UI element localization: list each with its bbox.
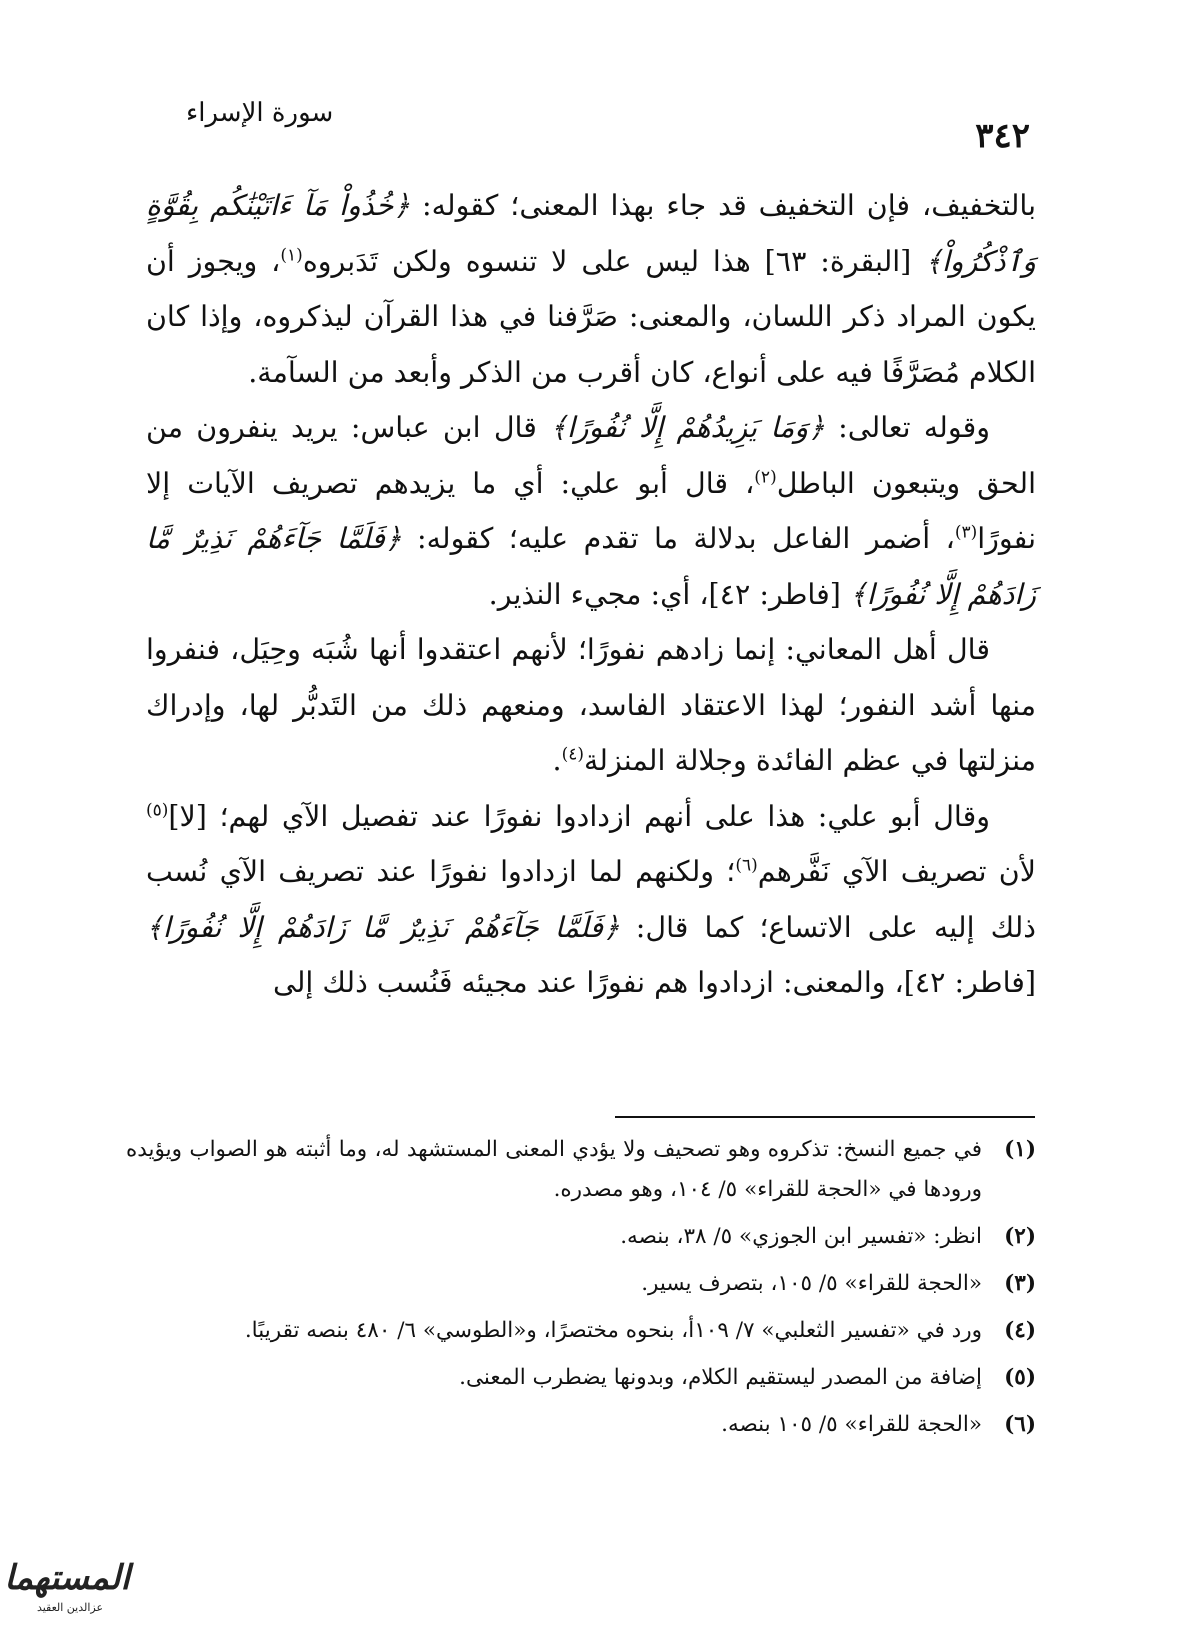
main-text [146,178,1036,1011]
footnote-reference: (٥) [146,800,169,820]
paragraph-text: [فاطر: ٤٢]، والمعنى: ازدادوا هم نفورًا عند مجيئه فَنُسب ذلك إلى [272,966,1036,999]
paragraph [146,178,1036,400]
page-number: ٣٤٢ [975,116,1030,156]
footnote-reference: (٣) [954,522,978,543]
footnote-text: انظر: «تفسير ابن الجوزي» ٥/ ٣٨، بنصه. [620,1224,982,1249]
footnote-number: (٣) [1004,1271,1036,1296]
footnote [126,1405,1036,1445]
quran-verse: ﴿فَلَمَّا جَآءَهُمْ نَذِيرٌ مَّا زَادَهُمْ إِلَّا نُفُورًا﴾ [146,522,1036,611]
footnote-number: (٢) [1004,1224,1036,1249]
quran-verse: ﴿خُذُواْ مَآ ءَاتَيْنَٰكُم بِقُوَّةٍ وَٱذْكُرُواْ﴾ [146,189,1037,278]
quran-verse: ﴿وَمَا يَزِيدُهُمْ إِلَّا نُفُورًا﴾ [550,411,825,444]
footnote-text: ورد في «تفسير الثعلبي» ٧/ ١٠٩أ، بنحوه مختصرًا، و«الطوسي» ٦/ ٤٨٠ بنصه تقريبًا. [244,1318,982,1343]
footnote [126,1130,1036,1210]
paragraph-text: قال ابن عباس: يريد ينفرون من الحق ويتبعون الباطل [146,411,1037,500]
footnote-number: (٦) [1004,1412,1036,1437]
footnote-reference: (٤) [561,744,585,765]
footnote [126,1311,1036,1351]
paragraph-text: ، ويجوز أن يكون المراد ذكر اللسان، والمعنى: صَرَّفنا في هذا القرآن ليذكروه، وإذا كان الكلام مُصَرَّفًا فيه على أنواع، كان أقرب من الذكر وأبعد من السآمة. [146,244,1036,389]
surah-title: سورة الإسراء [186,98,334,128]
library-stamp [4,1556,130,1636]
footnote-reference: (٢) [754,467,777,487]
footnote [126,1217,1036,1257]
paragraph-text: ، قال أبو علي: أي ما يزيدهم تصريف الآيات إلا نفورًا [146,466,1037,555]
paragraph-text: ، أضمر الفاعل بدلالة ما تقدم عليه؛ كقوله: [401,522,955,555]
paragraph-text: ؛ ولكنهم لما ازدادوا نفورًا عند تصريف الآي نُسب ذلك إليه على الاتساع؛ كما قال: [146,855,1036,944]
paragraph [146,789,1036,1011]
stamp-main-text: المستهما [4,1558,130,1598]
paragraph-text: [البقرة: ٦٣] هذا ليس على لا تنسوه ولكن تَدَبروه [302,244,926,278]
running-header [150,96,1030,156]
footnote-number: (٤) [1004,1318,1036,1343]
footnote-reference: (١) [280,245,303,265]
stamp-sub-text: عزالدين العقيد [36,1601,104,1614]
footnote-number: (٥) [1004,1365,1036,1390]
paragraph-text: وقوله تعالى: [824,411,990,444]
footnote-text: في جميع النسخ: تذكروه وهو تصحيف ولا يؤدي المعنى المستشهد له، وما أثبته هو الصواب ويؤيده ورودها في «الحجة للقراء» ٥/ ١٠٤، وهو مصدره. [126,1137,982,1202]
footnote-text: «الحجة للقراء» ٥/ ١٠٥ بنصه. [721,1412,982,1437]
paragraph-text: [فاطر: ٤٢]، أي: مجيء النذير. [488,577,850,611]
footnote-text: إضافة من المصدر ليستقيم الكلام، وبدونها يضطرب المعنى. [459,1365,982,1390]
paragraph-text: قال أهل المعاني: إنما زادهم نفورًا؛ لأنهم اعتقدوا أنها شُبَه وحِيَل، فنفروا منها أشد النفور؛ لهذا الاعتقاد الفاسد، ومنعهم ذلك من التَدبُّر لها، وإدراك منزلتها في عظم الفائدة وجلالة المنزلة [146,633,1036,777]
footnote-number: (١) [1004,1137,1036,1162]
footnote-separator [615,1116,1035,1118]
quran-verse: ﴿فَلَمَّا جَآءَهُمْ نَذِيرٌ مَّا زَادَهُمْ إِلَّا نُفُورًا﴾ [146,910,620,944]
paragraph-text: وقال أبو علي: هذا على أنهم ازدادوا نفورًا عند تفصيل الآي لهم؛ [لا] [168,799,990,833]
footnote [126,1358,1036,1398]
footnote [126,1264,1036,1304]
footnote-text: «الحجة للقراء» ٥/ ١٠٥، بتصرف يسير. [641,1271,982,1296]
footnote-reference: (٦) [735,855,758,876]
paragraph-text: . [552,744,562,777]
paragraph [146,400,1036,622]
footnotes [126,1130,1036,1452]
paragraph-text: بالتخفيف، فإن التخفيف قد جاء بهذا المعنى؛ كقوله: [410,189,1037,222]
paragraph [146,622,1036,789]
paragraph-text: لأن تصريف الآي نَفَّرهم [757,855,1036,888]
